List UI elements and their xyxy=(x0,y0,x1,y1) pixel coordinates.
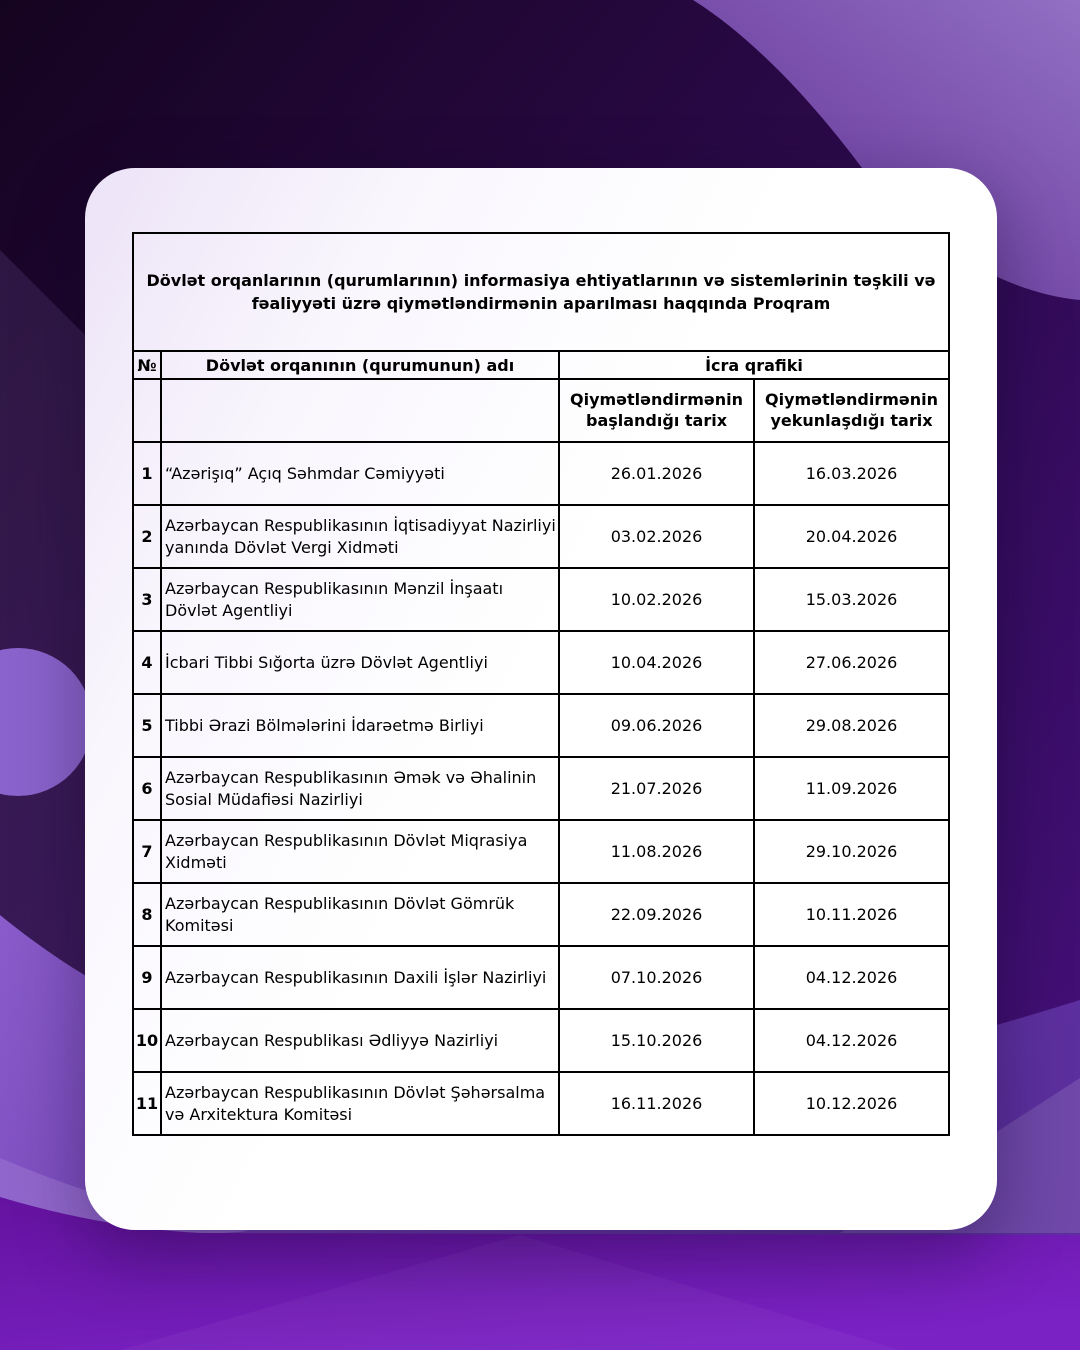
table-row xyxy=(133,694,949,757)
start-date: 15.10.2026 xyxy=(559,1009,754,1072)
row-number: 4 xyxy=(133,631,161,694)
organization-name: Azərbaycan Respublikasının Dövlət Şəhərsalma və Arxitektura Komitəsi xyxy=(161,1072,559,1135)
start-date: 11.08.2026 xyxy=(559,820,754,883)
end-date: 04.12.2026 xyxy=(754,946,949,1009)
table-row xyxy=(133,820,949,883)
end-date: 10.11.2026 xyxy=(754,883,949,946)
table-row xyxy=(133,568,949,631)
start-date: 09.06.2026 xyxy=(559,694,754,757)
end-date: 29.08.2026 xyxy=(754,694,949,757)
table-row xyxy=(133,757,949,820)
end-date: 16.03.2026 xyxy=(754,442,949,505)
end-date: 20.04.2026 xyxy=(754,505,949,568)
organization-name: Azərbaycan Respublikasının Dövlət Gömrük Komitəsi xyxy=(161,883,559,946)
subheader-row xyxy=(133,379,949,442)
start-date: 26.01.2026 xyxy=(559,442,754,505)
header-row xyxy=(133,351,949,379)
table-row xyxy=(133,946,949,1009)
column-header-schedule-group: İcra qrafiki xyxy=(559,351,949,379)
start-date: 03.02.2026 xyxy=(559,505,754,568)
end-date: 15.03.2026 xyxy=(754,568,949,631)
organization-name: Azərbaycan Respublikasının İqtisadiyyat Nazirliyi yanında Dövlət Vergi Xidməti xyxy=(161,505,559,568)
column-header-end-date: Qiymətləndirmənin yekunlaşdığı tarix xyxy=(754,379,949,442)
row-number: 3 xyxy=(133,568,161,631)
end-date: 10.12.2026 xyxy=(754,1072,949,1135)
row-number: 8 xyxy=(133,883,161,946)
column-header-organization: Dövlət orqanının (qurumunun) adı xyxy=(161,351,559,379)
column-header-start-date: Qiymətləndirmənin başlandığı tarix xyxy=(559,379,754,442)
start-date: 07.10.2026 xyxy=(559,946,754,1009)
organization-name: Azərbaycan Respublikasının Əmək və Əhalinin Sosial Müdafiəsi Nazirliyi xyxy=(161,757,559,820)
column-header-organization-spacer xyxy=(161,379,559,442)
table-row xyxy=(133,442,949,505)
row-number: 11 xyxy=(133,1072,161,1135)
row-number: 9 xyxy=(133,946,161,1009)
start-date: 22.09.2026 xyxy=(559,883,754,946)
column-header-number: № xyxy=(133,351,161,379)
row-number: 6 xyxy=(133,757,161,820)
organization-name: Azərbaycan Respublikası Ədliyyə Nazirliyi xyxy=(161,1009,559,1072)
start-date: 10.04.2026 xyxy=(559,631,754,694)
schedule-table xyxy=(132,232,950,1136)
organization-name: Azərbaycan Respublikasının Mənzil İnşaatı Dövlət Agentliyi xyxy=(161,568,559,631)
row-number: 7 xyxy=(133,820,161,883)
end-date: 29.10.2026 xyxy=(754,820,949,883)
start-date: 10.02.2026 xyxy=(559,568,754,631)
row-number: 1 xyxy=(133,442,161,505)
end-date: 27.06.2026 xyxy=(754,631,949,694)
row-number: 2 xyxy=(133,505,161,568)
table-row xyxy=(133,631,949,694)
organization-name: Azərbaycan Respublikasının Dövlət Miqrasiya Xidməti xyxy=(161,820,559,883)
organization-name: Tibbi Ərazi Bölmələrini İdarəetmə Birliyi xyxy=(161,694,559,757)
title-row xyxy=(133,233,949,351)
table-row xyxy=(133,1009,949,1072)
organization-name: “Azərişıq” Açıq Səhmdar Cəmiyyəti xyxy=(161,442,559,505)
table-body xyxy=(133,442,949,1135)
document-title: Dövlət orqanlarının (qurumlarının) informasiya ehtiyatlarının və sistemlərinin təşkili və fəaliyyəti üzrə qiymətləndirmənin aparılması haqqında Proqram xyxy=(133,233,949,351)
organization-name: İcbari Tibbi Sığorta üzrə Dövlət Agentliyi xyxy=(161,631,559,694)
start-date: 21.07.2026 xyxy=(559,757,754,820)
row-number: 10 xyxy=(133,1009,161,1072)
end-date: 04.12.2026 xyxy=(754,1009,949,1072)
table-row xyxy=(133,505,949,568)
end-date: 11.09.2026 xyxy=(754,757,949,820)
start-date: 16.11.2026 xyxy=(559,1072,754,1135)
table-row xyxy=(133,883,949,946)
row-number: 5 xyxy=(133,694,161,757)
organization-name: Azərbaycan Respublikasının Daxili İşlər Nazirliyi xyxy=(161,946,559,1009)
document-card xyxy=(85,168,997,1230)
table-row xyxy=(133,1072,949,1135)
column-header-number-spacer xyxy=(133,379,161,442)
